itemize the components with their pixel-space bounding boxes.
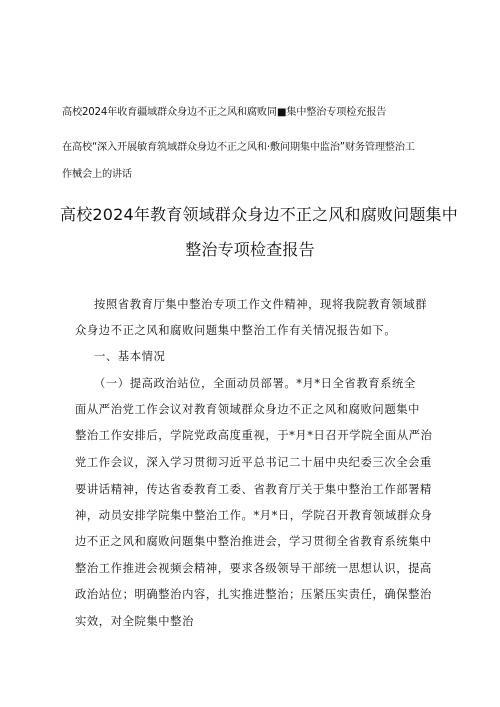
document-title-continued: 整治专项检查报告: [185, 240, 315, 259]
body-paragraph-line: 党工作会议，深入学习贯彻习近平总书记二十届中央纪委三次全会重: [75, 456, 432, 469]
toc-entry-speech-continued: 作械会上的讲话: [62, 169, 132, 180]
body-paragraph-line: 众身边不正之风和腐败问题集中整治工作有关情况报告如下。: [75, 324, 397, 337]
document-title: 高校2024年教育领域群众身边不正之风和腐败问题集中: [60, 205, 458, 224]
body-paragraph-line: 整治工作推进会视频会精神，要求各级领导干部统一思想认识，提高: [75, 562, 432, 575]
body-paragraph-line: 要讲话精神，传达省委教育工委、省教育厅关于集中整治工作部署精: [75, 483, 432, 496]
body-paragraph-line: （一）提高政治站位，全面动员部署。*月*日全省教育系统全: [94, 377, 416, 390]
body-paragraph-line: 按照省教育厅集中整治专项工作文件精神，现将我院教育领域群: [94, 298, 428, 311]
body-paragraph-line: 边不正之风和腐败问题集中整治推进会，学习贯彻全省教育系统集中: [75, 535, 432, 548]
body-paragraph-line: 政治站位；明确整治内容，扎实推进整治；压紧压实责任，确保整治: [75, 588, 432, 601]
body-paragraph-line: 面从严治党工作会议对教育领域群众身边不正之风和腐败问题集中: [75, 403, 421, 416]
body-paragraph-line: 整治工作安排后，学院党政高度重视，于*月*日召开学院全面从严治: [75, 429, 433, 442]
toc-entry-report: 高校2024年收育疆域群众身边不正之风和腐败同■集中整治专项检充报告: [62, 107, 387, 118]
body-paragraph-line: 实效，对全院集中整治: [75, 615, 194, 628]
section-heading: 一、基本情况: [94, 350, 166, 363]
body-paragraph-line: 神，动员安排学院集中整治工作。*月*日，学院召开教育领域群众身: [75, 509, 433, 522]
toc-entry-speech: 在高校“深入开展敏育筑域群众身边不正之风和·敷问期集中监治”财务管理整治工: [62, 142, 415, 153]
